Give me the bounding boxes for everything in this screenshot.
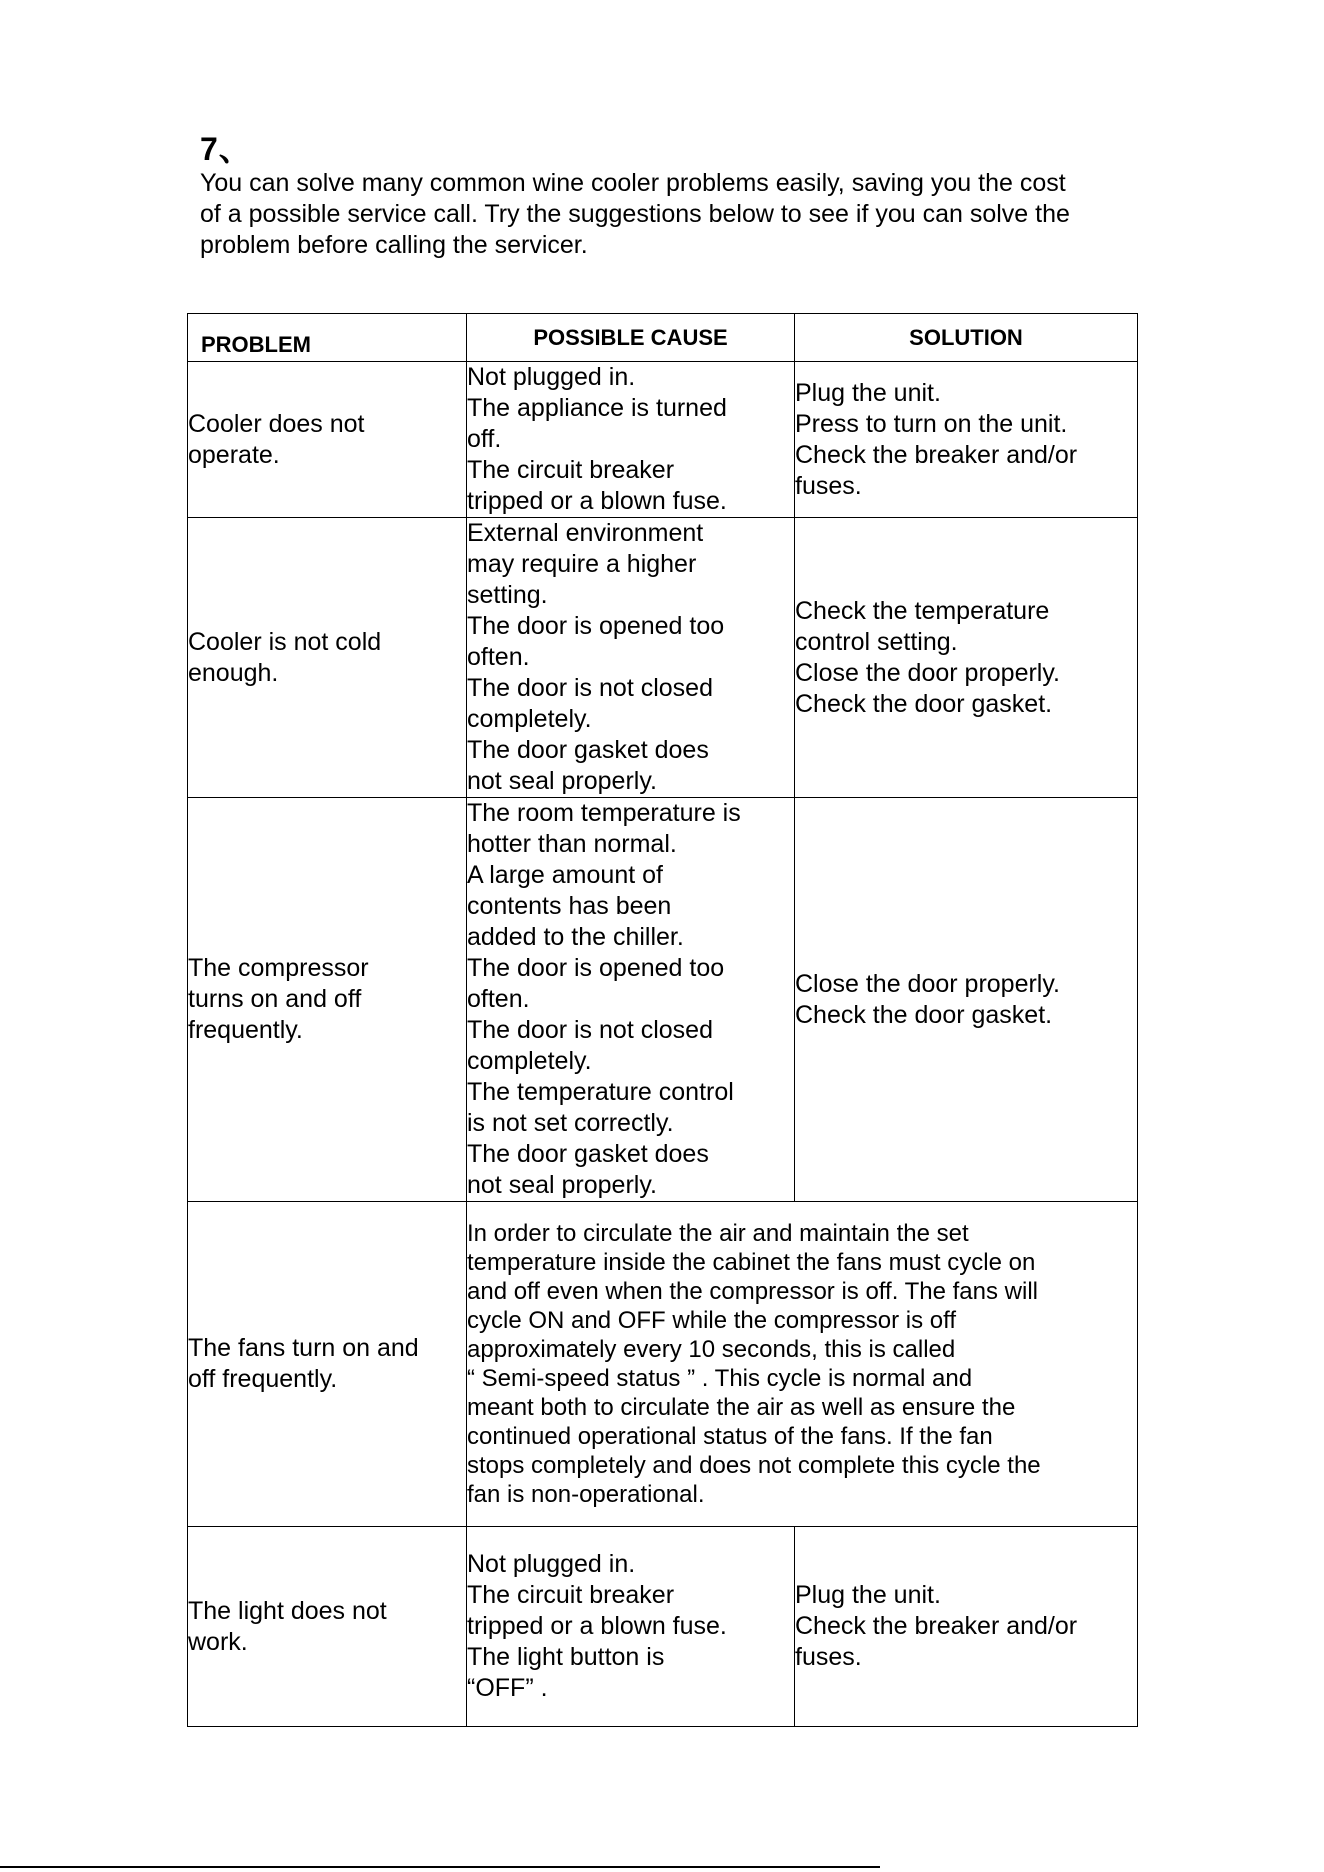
explanation-line: fan is non-operational. (467, 1481, 705, 1508)
cause-text: tripped or a blown fuse. (467, 487, 727, 515)
problem-text: enough. (188, 658, 279, 687)
cause-text: The door is opened too (467, 612, 725, 640)
cause-text: completely. (467, 1047, 592, 1075)
problem-text: Cooler does not (188, 409, 365, 438)
cause-text: The door is not closed (467, 674, 713, 702)
cause-text: may require a higher (467, 550, 697, 578)
cause-text: tripped or a blown fuse. (467, 1612, 727, 1640)
problem-cell (188, 798, 467, 1202)
cause-text: The circuit breaker (467, 456, 675, 484)
problem-text: work. (188, 1627, 248, 1656)
problem-cell (188, 518, 467, 798)
intro-line: You can solve many common wine cooler problems easily, saving you the cost (200, 169, 1066, 197)
table-row (188, 362, 1138, 518)
explanation-line: continued operational status of the fans. If the fan (467, 1423, 993, 1450)
table-header-row (188, 314, 1138, 362)
problem-text: off frequently. (188, 1365, 338, 1393)
solution-text: Close the door properly. (795, 658, 1060, 687)
explanation-line: cycle ON and OFF while the compressor is off (467, 1307, 957, 1334)
explanation-line: stops completely and does not complete this cycle the (467, 1452, 1041, 1479)
troubleshooting-table (187, 313, 1138, 1727)
cause-cell (467, 798, 795, 1202)
section-number: 7、 (200, 131, 252, 167)
solution-cell (795, 518, 1138, 798)
cause-text: hotter than normal. (467, 830, 677, 858)
table-row (188, 1202, 1138, 1527)
cause-text: The light button is (467, 1643, 665, 1671)
solution-cell (795, 362, 1138, 518)
cause-text: added to the chiller. (467, 923, 684, 951)
solution-text: Close the door properly. (795, 969, 1060, 998)
cause-text: “OFF” . (467, 1674, 548, 1702)
problem-cell (188, 362, 467, 518)
solution-text: Check the breaker and/or (795, 1612, 1078, 1640)
problem-text: Cooler is not cold (188, 627, 382, 656)
cause-text: completely. (467, 705, 592, 733)
cause-text: Not plugged in. (467, 1550, 636, 1578)
problem-cell (188, 1202, 467, 1527)
header-problem: PROBLEM (188, 314, 467, 362)
solution-text: fuses. (795, 471, 862, 500)
cause-text: not seal properly. (467, 767, 657, 795)
solution-text: Plug the unit. (795, 1581, 941, 1609)
problem-text: The fans turn on and (188, 1334, 419, 1362)
problem-text: operate. (188, 440, 280, 469)
cause-text: is not set correctly. (467, 1109, 674, 1137)
solution-text: Press to turn on the unit. (795, 409, 1068, 438)
page-bottom-rule (0, 1866, 880, 1868)
solution-cell (795, 798, 1138, 1202)
cause-text: setting. (467, 581, 548, 609)
cause-text: A large amount of (467, 861, 663, 889)
cause-cell (467, 1527, 795, 1727)
explanation-line: and off even when the compressor is off. The fans will (467, 1278, 1038, 1305)
cause-text: The circuit breaker (467, 1581, 675, 1609)
problem-text: frequently. (188, 1016, 303, 1044)
solution-text: Check the door gasket. (795, 689, 1053, 718)
header-possible-cause: POSSIBLE CAUSE (467, 314, 795, 362)
problem-cell (188, 1527, 467, 1727)
problem-text: turns on and off (188, 985, 362, 1013)
table-row (188, 1527, 1138, 1727)
cause-text: Not plugged in. (467, 363, 636, 391)
cause-text: The room temperature is (467, 799, 741, 827)
table-row (188, 518, 1138, 798)
cause-text: The appliance is turned (467, 394, 727, 422)
problem-text: The compressor (188, 954, 369, 982)
fans-explanation-cell (467, 1202, 1138, 1527)
cause-text: External environment (467, 519, 704, 547)
solution-text: Plug the unit. (795, 378, 941, 407)
header-solution: SOLUTION (795, 314, 1138, 362)
cause-text: often. (467, 985, 530, 1013)
cause-text: off. (467, 425, 502, 453)
explanation-line: temperature inside the cabinet the fans must cycle on (467, 1249, 1036, 1276)
cause-text: The door gasket does (467, 736, 709, 764)
cause-text: The door gasket does (467, 1140, 709, 1168)
solution-text: control setting. (795, 627, 958, 656)
cause-text: The temperature control (467, 1078, 734, 1106)
solution-text: Check the breaker and/or (795, 440, 1078, 469)
table-row (188, 798, 1138, 1202)
explanation-line: In order to circulate the air and maintain the set (467, 1220, 969, 1247)
cause-cell (467, 362, 795, 518)
intro-line: problem before calling the servicer. (200, 231, 588, 259)
explanation-line: approximately every 10 seconds, this is called (467, 1336, 956, 1363)
solution-cell (795, 1527, 1138, 1727)
cause-cell (467, 518, 795, 798)
cause-text: often. (467, 643, 530, 671)
solution-text: Check the door gasket. (795, 1000, 1053, 1029)
intro-paragraph (200, 168, 1140, 261)
solution-text: fuses. (795, 1643, 862, 1671)
cause-text: not seal properly. (467, 1171, 657, 1199)
intro-line: of a possible service call. Try the suggestions below to see if you can solve the (200, 200, 1070, 228)
problem-text: The light does not (188, 1596, 387, 1625)
solution-text: Check the temperature (795, 596, 1050, 625)
explanation-line: meant both to circulate the air as well as ensure the (467, 1394, 1016, 1421)
cause-text: The door is opened too (467, 954, 725, 982)
explanation-line: “ Semi-speed status ” . This cycle is normal and (467, 1365, 973, 1392)
cause-text: contents has been (467, 892, 672, 920)
cause-text: The door is not closed (467, 1016, 713, 1044)
